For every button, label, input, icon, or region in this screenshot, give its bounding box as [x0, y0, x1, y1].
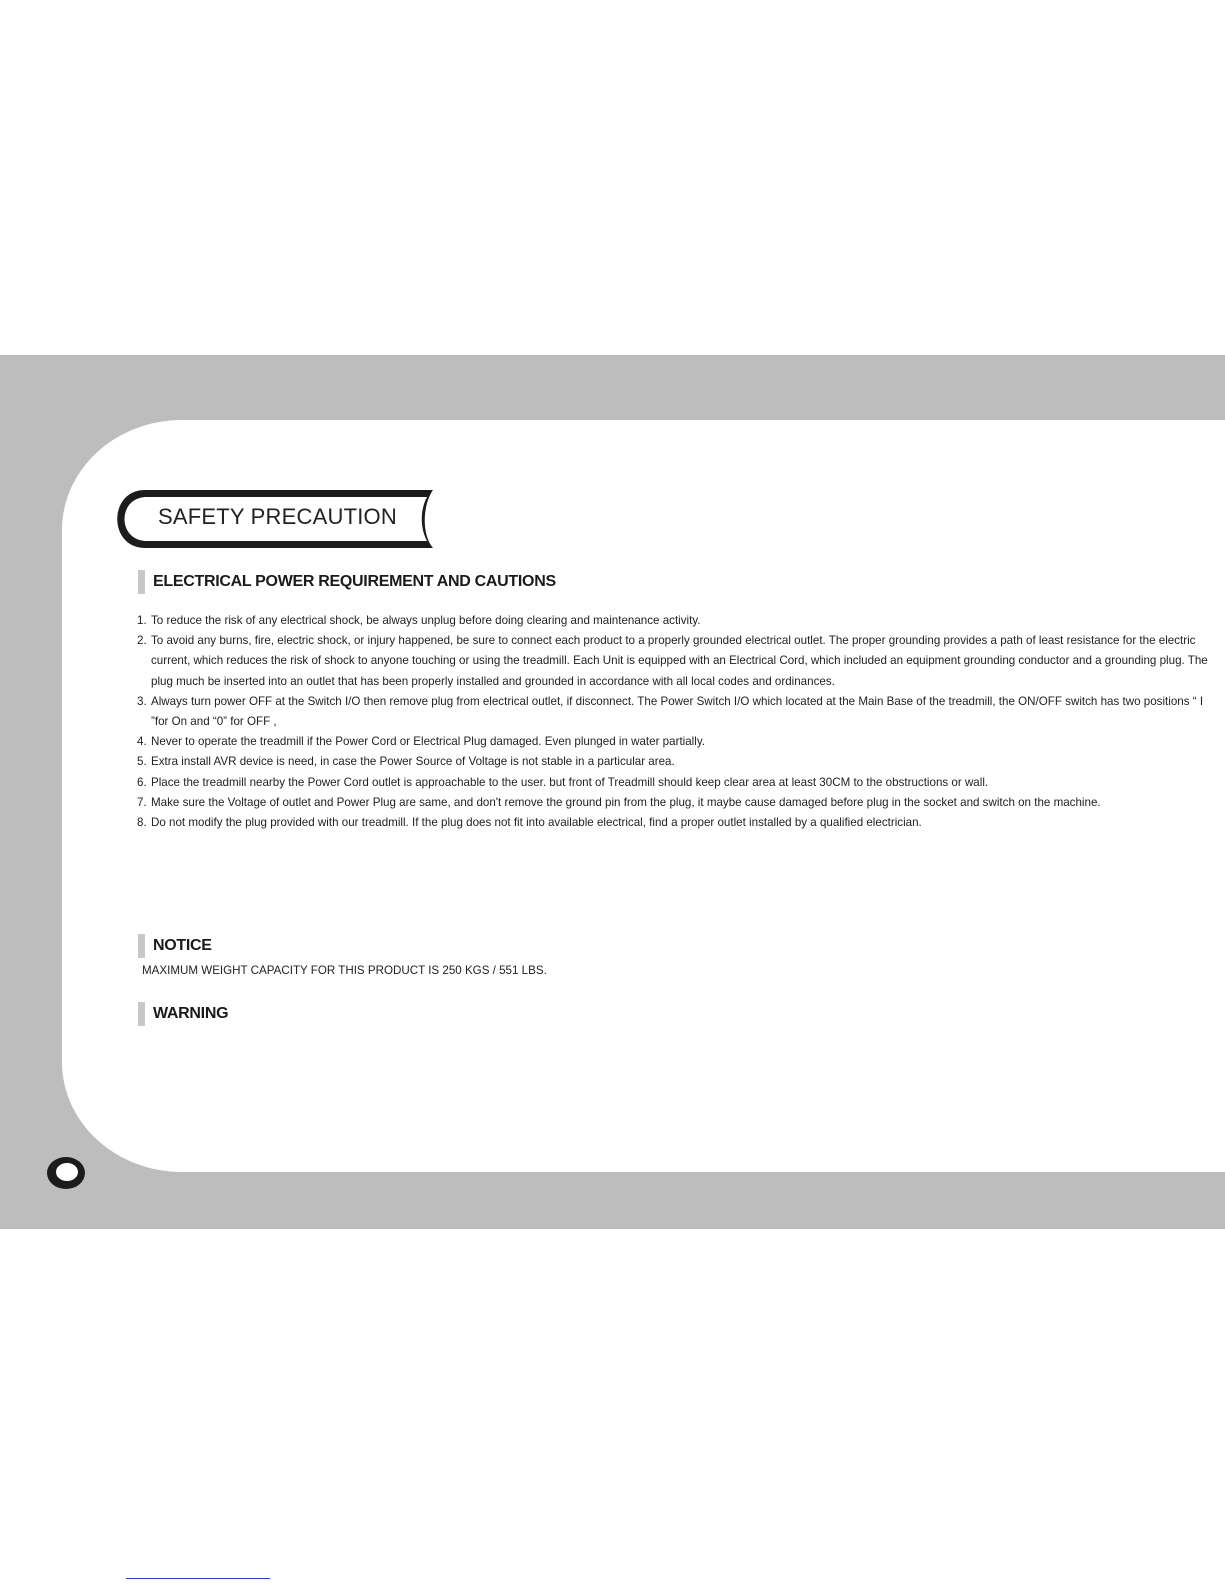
footer-link-underline	[126, 1578, 270, 1579]
notice-text: MAXIMUM WEIGHT CAPACITY FOR THIS PRODUCT IS 250 KGS / 551 LBS.	[142, 964, 547, 977]
list-item: 8. Do not modify the plug provided with our treadmill. If the plug does not fit into available electrical, find a proper outlet installed by a qualified electrician.	[137, 816, 922, 830]
list-item: 2. To avoid any burns, fire, electric shock, or injury happened, be sure to connect each product to a properly grounded electrical outlet. The proper grounding provides a path of least resistance for the electric current, which reduces the risk of shock to anyone touching or using the treadmill. Each Unit is equipped with an Electrical Cord, which included an equipment grounding conductor and a grounding plug. The plug much be inserted into an outlet that has been properly installed and grounded in accordance with all local codes and ordinances.	[137, 634, 1208, 688]
section-title-tab	[117, 490, 437, 548]
warning-heading	[138, 1002, 228, 1026]
notice-heading	[138, 934, 212, 958]
list-item: 4. Never to operate the treadmill if the Power Cord or Electrical Plug damaged. Even plunged in water partially.	[137, 735, 705, 749]
list-item: 7. Make sure the Voltage of outlet and Power Plug are same, and don't remove the ground pin from the plug, it maybe cause damaged before plug in the socket and switch on the machine.	[137, 795, 1101, 809]
heading-bar	[138, 934, 145, 958]
list-item: 3. Always turn power OFF at the Switch I/O then remove plug from electrical outlet, if disconnect. The Power Switch I/O which located at the Main Base of the treadmill, the ON/OFF switch has two positions “ I ”for On and “0” for OFF ,	[137, 694, 1204, 729]
warning-heading-text: WARNING	[153, 1005, 229, 1022]
list-item: 6. Place the treadmill nearby the Power Cord outlet is approachable to the user. but front of Treadmill should keep clear area at least 30CM to the obstructions or wall.	[137, 775, 989, 789]
electrical-heading	[138, 570, 556, 594]
heading-bar	[138, 570, 145, 594]
electrical-heading-text: ELECTRICAL POWER REQUIREMENT AND CAUTIONS	[153, 573, 556, 590]
electrical-cautions-list	[137, 611, 1217, 833]
heading-bar	[138, 1002, 145, 1026]
notice-heading-text: NOTICE	[153, 937, 212, 954]
list-item: 1. To reduce the risk of any electrical shock, be always unplug before doing clearing and maintenance activity.	[137, 614, 701, 627]
page-marker-icon	[46, 1155, 86, 1196]
list-item: 5. Extra install AVR device is need, in case the Power Source of Voltage is not stable in a particular area.	[137, 755, 675, 769]
section-title: SAFETY PRECAUTION	[158, 504, 397, 529]
